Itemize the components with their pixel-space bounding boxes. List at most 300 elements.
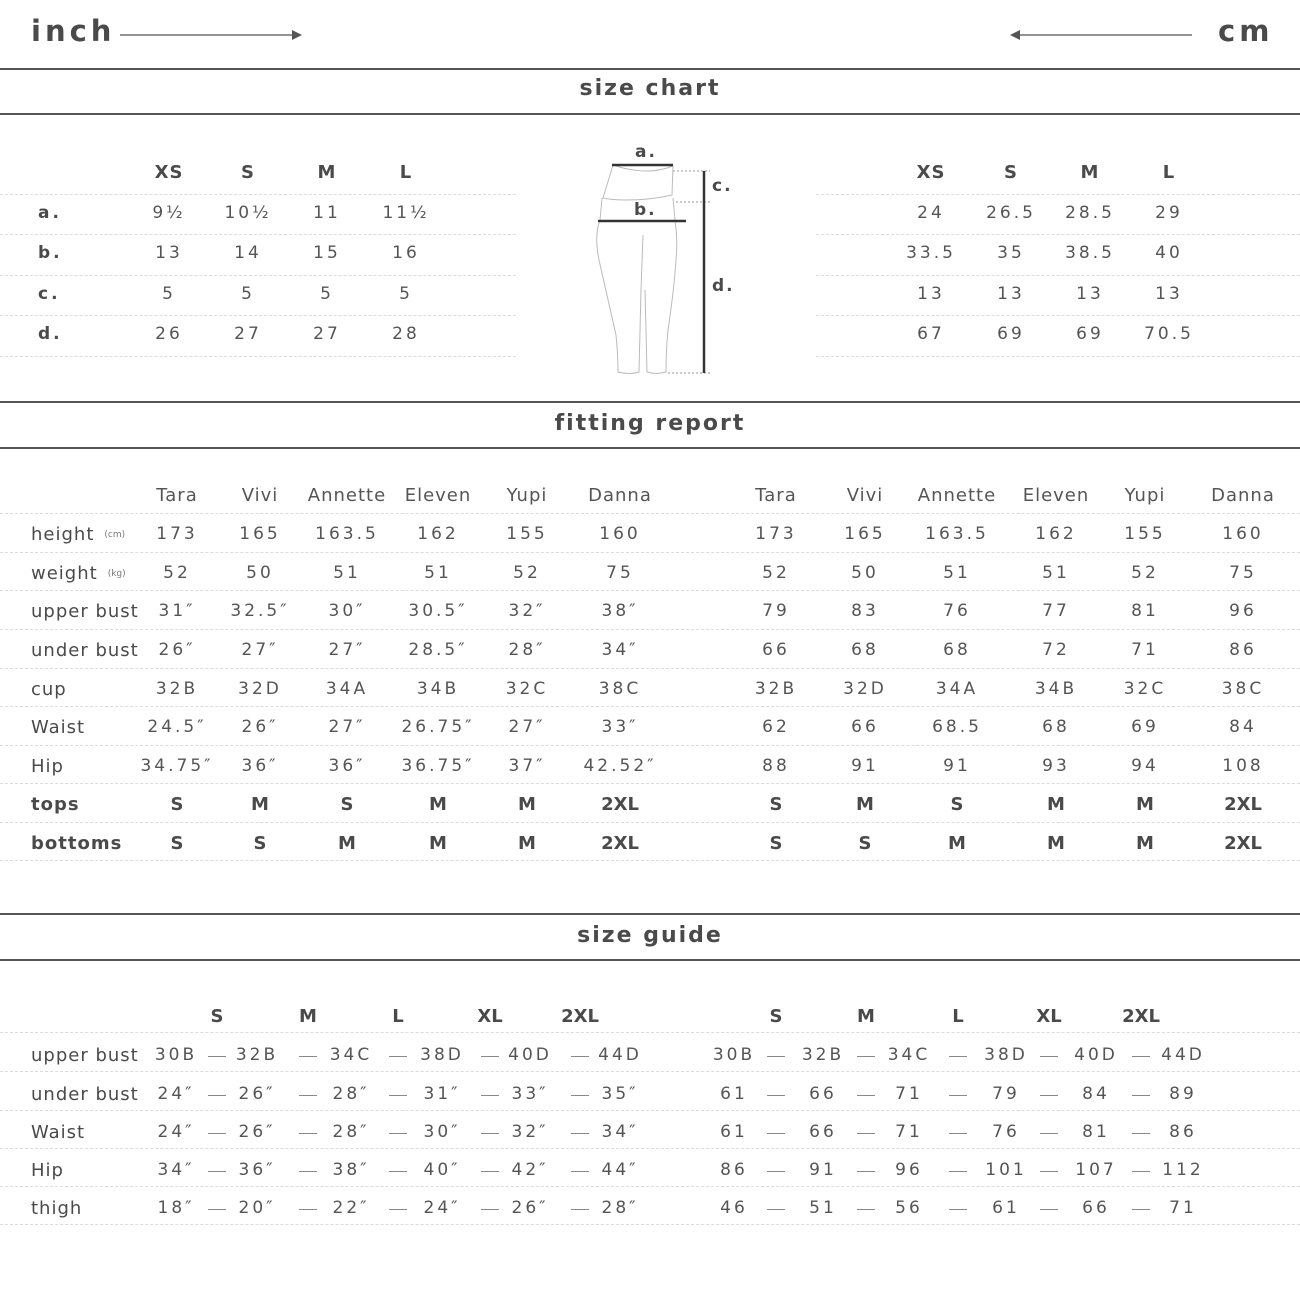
- table-cell: 68.5: [932, 717, 982, 737]
- table-cell: 24″: [423, 1198, 461, 1218]
- table-row-divider: [0, 745, 1300, 746]
- table-cell: 34″: [601, 640, 639, 660]
- table-cell: 32C: [1123, 679, 1167, 699]
- size-header: 2XL: [1122, 1006, 1160, 1027]
- table-cell: 5: [399, 284, 413, 304]
- table-cell: 61: [720, 1122, 748, 1142]
- table-cell: 32C: [505, 679, 549, 699]
- table-cell: 42.52″: [583, 756, 657, 776]
- table-cell: 52: [513, 563, 541, 583]
- table-cell: 34C: [887, 1045, 931, 1065]
- model-name: Annette: [917, 485, 997, 506]
- table-cell: 27″: [328, 640, 366, 660]
- range-dash: [949, 1095, 967, 1096]
- row-label-text: under bust: [31, 640, 139, 661]
- table-cell: 56: [895, 1198, 923, 1218]
- table-cell: 51: [333, 563, 361, 583]
- table-cell: 155: [1124, 524, 1166, 544]
- table-cell: 61: [720, 1084, 748, 1104]
- table-cell: 37″: [508, 756, 546, 776]
- table-cell: 22″: [332, 1198, 370, 1218]
- table-cell: 101: [985, 1160, 1027, 1180]
- arrow-left-icon: [1008, 27, 1194, 43]
- table-cell: 20″: [238, 1198, 276, 1218]
- table-cell: 2XL: [601, 833, 639, 854]
- table-cell: 69: [1076, 324, 1104, 344]
- table-cell: 30″: [423, 1122, 461, 1142]
- table-cell: 11: [313, 203, 341, 223]
- table-cell: 2XL: [1224, 833, 1262, 854]
- table-cell: 165: [239, 524, 281, 544]
- table-cell: 38D: [420, 1045, 464, 1065]
- table-cell: 33″: [511, 1084, 549, 1104]
- table-cell: M: [429, 794, 447, 815]
- table-cell: 76: [992, 1122, 1020, 1142]
- table-cell: 34C: [329, 1045, 373, 1065]
- size-header: XS: [154, 162, 184, 183]
- table-cell: 46: [720, 1198, 748, 1218]
- range-dash: [481, 1056, 499, 1057]
- table-cell: 71: [1131, 640, 1159, 660]
- range-dash: [208, 1095, 226, 1096]
- size-header: M: [299, 1006, 317, 1027]
- range-dash: [1040, 1056, 1058, 1057]
- table-row-divider: [0, 234, 516, 235]
- size-header: L: [399, 162, 413, 183]
- table-cell: 66: [809, 1122, 837, 1142]
- range-dash: [481, 1171, 499, 1172]
- table-cell: M: [1136, 833, 1154, 854]
- row-label: Hip: [31, 1160, 64, 1181]
- size-header: L: [1162, 162, 1176, 183]
- size-header: 2XL: [561, 1006, 599, 1027]
- table-cell: 26.75″: [401, 717, 475, 737]
- table-cell: 38.5: [1065, 243, 1115, 263]
- table-cell: 173: [755, 524, 797, 544]
- model-name: Danna: [1211, 485, 1275, 506]
- table-cell: 13: [917, 284, 945, 304]
- table-cell: 27″: [508, 717, 546, 737]
- table-cell: 16: [392, 243, 420, 263]
- table-cell: 35″: [601, 1084, 639, 1104]
- table-cell: 13: [997, 284, 1025, 304]
- table-cell: S: [769, 833, 783, 854]
- model-name: Eleven: [404, 485, 472, 506]
- table-cell: M: [1047, 833, 1065, 854]
- table-cell: 38D: [984, 1045, 1028, 1065]
- size-header: S: [210, 1006, 224, 1027]
- range-dash: [1132, 1095, 1150, 1096]
- model-name: Tara: [755, 485, 797, 506]
- table-row-divider: [816, 356, 1300, 357]
- row-label-text: cup: [31, 679, 67, 700]
- table-cell: 30″: [328, 601, 366, 621]
- table-cell: 52: [762, 563, 790, 583]
- table-cell: 24″: [157, 1122, 195, 1142]
- table-cell: 68: [851, 640, 879, 660]
- table-cell: 68: [943, 640, 971, 660]
- table-cell: 69: [1131, 717, 1159, 737]
- table-cell: 40″: [423, 1160, 461, 1180]
- range-dash: [299, 1209, 317, 1210]
- table-cell: 155: [506, 524, 548, 544]
- table-cell: 32″: [508, 601, 546, 621]
- table-cell: 91: [851, 756, 879, 776]
- table-cell: 75: [606, 563, 634, 583]
- table-cell: 112: [1162, 1160, 1204, 1180]
- size-header: M: [857, 1006, 875, 1027]
- table-cell: 72: [1042, 640, 1070, 660]
- row-label: thigh: [31, 1198, 83, 1219]
- range-dash: [857, 1095, 875, 1096]
- table-cell: 15: [313, 243, 341, 263]
- size-header: XS: [916, 162, 946, 183]
- table-row-divider: [0, 822, 1300, 823]
- range-dash: [1132, 1056, 1150, 1057]
- table-row-divider: [0, 194, 516, 195]
- table-cell: 11½: [382, 203, 430, 223]
- table-cell: 30B: [154, 1045, 198, 1065]
- range-dash: [208, 1209, 226, 1210]
- table-row-divider: [816, 194, 1300, 195]
- table-cell: 31″: [158, 601, 196, 621]
- table-cell: 29: [1155, 203, 1183, 223]
- table-cell: 10½: [224, 203, 272, 223]
- row-label: [31, 756, 64, 777]
- range-dash: [1132, 1171, 1150, 1172]
- table-cell: 34″: [601, 1122, 639, 1142]
- range-dash: [571, 1171, 589, 1172]
- table-cell: S: [858, 833, 872, 854]
- measurement-label: d.: [38, 324, 63, 344]
- table-cell: 62: [762, 717, 790, 737]
- range-dash: [767, 1056, 785, 1057]
- table-cell: 14: [234, 243, 262, 263]
- table-cell: M: [518, 833, 536, 854]
- table-cell: 91: [809, 1160, 837, 1180]
- range-dash: [767, 1209, 785, 1210]
- table-cell: S: [769, 794, 783, 815]
- table-cell: 86: [1169, 1122, 1197, 1142]
- model-name: Eleven: [1022, 485, 1090, 506]
- table-cell: 36.75″: [401, 756, 475, 776]
- table-cell: 50: [246, 563, 274, 583]
- table-cell: 26″: [238, 1122, 276, 1142]
- size-header: XL: [1036, 1006, 1062, 1027]
- range-dash: [767, 1171, 785, 1172]
- table-cell: 13: [155, 243, 183, 263]
- row-label: Waist: [31, 1122, 86, 1143]
- table-cell: 160: [1222, 524, 1264, 544]
- table-cell: M: [948, 833, 966, 854]
- table-cell: 30.5″: [408, 601, 468, 621]
- table-cell: 40D: [1074, 1045, 1118, 1065]
- range-dash: [857, 1056, 875, 1057]
- table-row-divider: [0, 1186, 1300, 1187]
- table-cell: 32.5″: [230, 601, 290, 621]
- table-cell: 52: [1131, 563, 1159, 583]
- table-cell: 38″: [332, 1160, 370, 1180]
- range-dash: [949, 1056, 967, 1057]
- unit-cm-label: cm: [1218, 14, 1274, 48]
- table-cell: 26.5: [986, 203, 1036, 223]
- table-cell: 94: [1131, 756, 1159, 776]
- table-cell: 36″: [241, 756, 279, 776]
- table-cell: 38C: [1221, 679, 1265, 699]
- table-cell: 13: [1076, 284, 1104, 304]
- unit-inch-label: inch: [31, 14, 116, 48]
- range-dash: [299, 1056, 317, 1057]
- range-dash: [1040, 1171, 1058, 1172]
- table-cell: 44D: [598, 1045, 642, 1065]
- table-cell: 107: [1075, 1160, 1117, 1180]
- table-cell: 24.5″: [147, 717, 207, 737]
- row-unit: (cm): [104, 530, 126, 540]
- table-cell: 24: [917, 203, 945, 223]
- table-cell: 34″: [157, 1160, 195, 1180]
- table-cell: M: [429, 833, 447, 854]
- range-dash: [767, 1133, 785, 1134]
- table-cell: 2XL: [1224, 794, 1262, 815]
- row-label: [31, 794, 80, 815]
- table-cell: 35: [997, 243, 1025, 263]
- range-dash: [1132, 1133, 1150, 1134]
- table-cell: 51: [424, 563, 452, 583]
- table-cell: 40: [1155, 243, 1183, 263]
- range-dash: [208, 1056, 226, 1057]
- divider: [0, 113, 1300, 115]
- table-cell: 34B: [416, 679, 460, 699]
- divider: [0, 959, 1300, 961]
- row-label: [31, 524, 125, 545]
- range-dash: [857, 1171, 875, 1172]
- range-dash: [571, 1209, 589, 1210]
- section-title-fitting-report: fitting report: [554, 411, 746, 436]
- table-cell: 66: [762, 640, 790, 660]
- table-cell: 26″: [158, 640, 196, 660]
- table-cell: 27: [234, 324, 262, 344]
- model-name: Vivi: [241, 485, 279, 506]
- table-cell: 33″: [601, 717, 639, 737]
- table-cell: 32B: [235, 1045, 279, 1065]
- range-dash: [389, 1133, 407, 1134]
- range-dash: [767, 1095, 785, 1096]
- table-row-divider: [0, 1071, 1300, 1072]
- table-cell: 51: [943, 563, 971, 583]
- row-label-text: height: [31, 524, 95, 545]
- table-cell: S: [170, 794, 184, 815]
- range-dash: [571, 1056, 589, 1057]
- table-cell: 28: [392, 324, 420, 344]
- row-label: upper bust: [31, 1045, 139, 1066]
- range-dash: [299, 1133, 317, 1134]
- table-cell: 51: [1042, 563, 1070, 583]
- table-cell: 84: [1082, 1084, 1110, 1104]
- size-header: XL: [477, 1006, 503, 1027]
- table-cell: 32D: [238, 679, 282, 699]
- arrow-right-icon: [118, 27, 304, 43]
- range-dash: [1040, 1209, 1058, 1210]
- range-dash: [857, 1209, 875, 1210]
- size-header: L: [952, 1006, 964, 1027]
- table-cell: 44″: [601, 1160, 639, 1180]
- table-cell: M: [1136, 794, 1154, 815]
- range-dash: [299, 1171, 317, 1172]
- section-title-size-chart: size chart: [579, 76, 721, 101]
- table-cell: 76: [943, 601, 971, 621]
- table-cell: 5: [162, 284, 176, 304]
- table-cell: 13: [1155, 284, 1183, 304]
- size-header: M: [1080, 162, 1100, 183]
- table-row-divider: [816, 315, 1300, 316]
- table-cell: 27″: [328, 717, 366, 737]
- model-name: Yupi: [1124, 485, 1166, 506]
- table-cell: 173: [156, 524, 198, 544]
- table-cell: 36″: [238, 1160, 276, 1180]
- model-name: Yupi: [506, 485, 548, 506]
- table-row-divider: [0, 315, 516, 316]
- row-unit: (kg): [107, 569, 126, 579]
- range-dash: [299, 1095, 317, 1096]
- range-dash: [857, 1133, 875, 1134]
- table-cell: 96: [1229, 601, 1257, 621]
- table-row-divider: [0, 629, 1300, 630]
- table-cell: 28″: [332, 1084, 370, 1104]
- model-name: Tara: [156, 485, 198, 506]
- table-cell: 81: [1131, 601, 1159, 621]
- row-label: under bust: [31, 1084, 139, 1105]
- table-cell: 50: [851, 563, 879, 583]
- table-cell: M: [856, 794, 874, 815]
- range-dash: [1040, 1133, 1058, 1134]
- table-cell: 163.5: [925, 524, 989, 544]
- range-dash: [208, 1171, 226, 1172]
- table-cell: 32B: [801, 1045, 845, 1065]
- diagram-label-d: d.: [712, 276, 735, 296]
- table-cell: M: [1047, 794, 1065, 815]
- divider: [0, 401, 1300, 403]
- table-cell: 34A: [325, 679, 369, 699]
- table-cell: 81: [1082, 1122, 1110, 1142]
- table-cell: M: [251, 794, 269, 815]
- table-cell: 5: [241, 284, 255, 304]
- table-cell: 26″: [238, 1084, 276, 1104]
- size-header: M: [317, 162, 337, 183]
- model-name: Annette: [307, 485, 387, 506]
- table-cell: 61: [992, 1198, 1020, 1218]
- table-row-divider: [816, 275, 1300, 276]
- table-row-divider: [0, 783, 1300, 784]
- table-cell: 68: [1042, 717, 1070, 737]
- table-cell: 28.5″: [408, 640, 468, 660]
- table-cell: 91: [943, 756, 971, 776]
- table-cell: 79: [762, 601, 790, 621]
- table-cell: 96: [895, 1160, 923, 1180]
- table-cell: S: [340, 794, 354, 815]
- range-dash: [389, 1171, 407, 1172]
- table-cell: 75: [1229, 563, 1257, 583]
- divider: [0, 447, 1300, 449]
- table-cell: S: [950, 794, 964, 815]
- table-cell: 160: [599, 524, 641, 544]
- table-cell: 93: [1042, 756, 1070, 776]
- table-cell: 26″: [511, 1198, 549, 1218]
- row-label-text: weight: [31, 563, 98, 584]
- table-cell: 34.75″: [140, 756, 214, 776]
- table-cell: 108: [1222, 756, 1264, 776]
- table-cell: 32″: [511, 1122, 549, 1142]
- table-cell: 28″: [508, 640, 546, 660]
- table-cell: 27″: [241, 640, 279, 660]
- table-cell: M: [518, 794, 536, 815]
- table-cell: 28.5: [1065, 203, 1115, 223]
- table-row-divider: [816, 234, 1300, 235]
- range-dash: [389, 1095, 407, 1096]
- diagram-label-b: b.: [634, 200, 657, 220]
- table-cell: 32B: [155, 679, 199, 699]
- table-cell: 42″: [511, 1160, 549, 1180]
- size-header: L: [392, 1006, 404, 1027]
- table-cell: 83: [851, 601, 879, 621]
- table-row-divider: [0, 275, 516, 276]
- table-row-divider: [0, 1148, 1300, 1149]
- table-cell: 52: [163, 563, 191, 583]
- table-cell: 38″: [601, 601, 639, 621]
- range-dash: [389, 1056, 407, 1057]
- range-dash: [571, 1095, 589, 1096]
- table-cell: 71: [1169, 1198, 1197, 1218]
- table-cell: M: [338, 833, 356, 854]
- model-name: Vivi: [846, 485, 884, 506]
- table-cell: S: [170, 833, 184, 854]
- table-cell: 66: [1082, 1198, 1110, 1218]
- table-row-divider: [0, 1224, 1300, 1225]
- row-label: [31, 563, 126, 584]
- table-cell: 86: [720, 1160, 748, 1180]
- range-dash: [949, 1209, 967, 1210]
- row-label-text: tops: [31, 794, 80, 815]
- row-label: [31, 601, 139, 622]
- divider: [0, 913, 1300, 915]
- row-label-text: Waist: [31, 717, 86, 738]
- table-cell: 33.5: [906, 243, 956, 263]
- size-header: S: [769, 1006, 783, 1027]
- table-cell: 44D: [1161, 1045, 1205, 1065]
- divider: [0, 68, 1300, 70]
- table-row-divider: [0, 706, 1300, 707]
- table-row-divider: [0, 1032, 1300, 1033]
- diagram-label-c: c.: [712, 176, 733, 196]
- table-cell: 32B: [754, 679, 798, 699]
- table-row-divider: [0, 513, 1300, 514]
- table-cell: 86: [1229, 640, 1257, 660]
- table-cell: 162: [417, 524, 459, 544]
- table-cell: 67: [917, 324, 945, 344]
- table-cell: 51: [809, 1198, 837, 1218]
- range-dash: [481, 1133, 499, 1134]
- range-dash: [949, 1133, 967, 1134]
- table-cell: 26″: [241, 717, 279, 737]
- row-label: [31, 640, 139, 661]
- measurement-label: b.: [38, 243, 63, 263]
- table-cell: 162: [1035, 524, 1077, 544]
- measurement-label: a.: [38, 203, 62, 223]
- size-header: S: [1004, 162, 1018, 183]
- table-cell: 5: [320, 284, 334, 304]
- row-label-text: upper bust: [31, 601, 139, 622]
- table-cell: 32D: [843, 679, 887, 699]
- table-cell: 27: [313, 324, 341, 344]
